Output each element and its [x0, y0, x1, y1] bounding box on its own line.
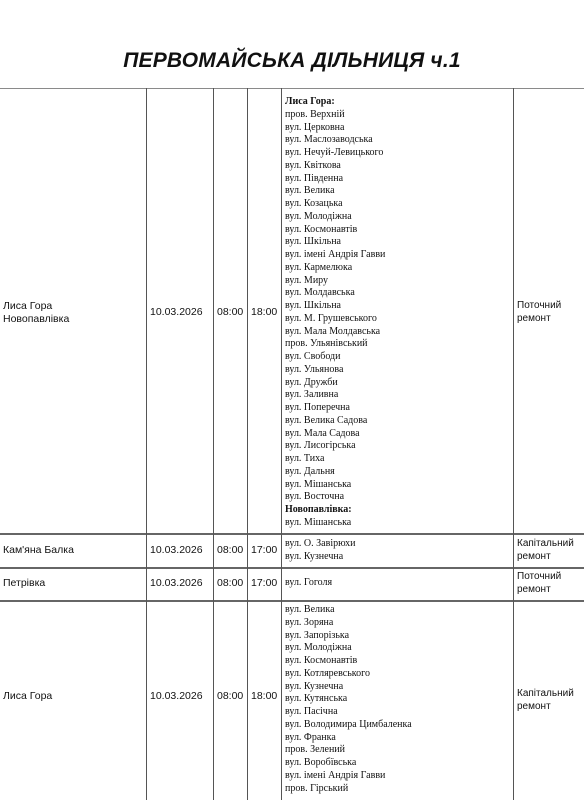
column-divider-2 [213, 88, 214, 800]
street-list-item: вул. Кутянська [285, 693, 348, 705]
street-list-item: вул. Кузнечна [285, 550, 344, 562]
street-list-item: вул. Заливна [285, 389, 339, 401]
work-type-label: Поточний [517, 571, 562, 582]
street-list-item: вул. М. Грушевського [285, 312, 377, 324]
street-list-item: вул. Квіткова [285, 159, 341, 171]
column-divider-5 [513, 88, 514, 800]
street-list-item: вул. Кармелюка [285, 261, 353, 273]
street-list [285, 577, 332, 590]
street-list-item: вул. Лисогірська [285, 440, 356, 452]
work-type-cell [517, 300, 583, 325]
page-title: ПЕРВОМАЙСЬКА ДІЛЬНИЦЯ ч.1 [123, 49, 461, 72]
street-list [285, 96, 385, 530]
street-list [285, 538, 356, 564]
street-list-item: вул. Велика Садова [285, 414, 368, 426]
street-list-item: вул. Шкільна [285, 300, 341, 311]
street-list-item: вул. Ульянова [285, 363, 344, 375]
locality-name: Лиса Гора [3, 300, 53, 312]
street-list-item: вул. О. Завірюхи [285, 538, 356, 549]
start-time-cell: 08:00 [217, 577, 244, 589]
end-time-cell: 17:00 [251, 577, 278, 589]
date-cell: 10.03.2026 [150, 690, 203, 702]
start-time-cell: 08:00 [217, 544, 244, 556]
work-type-label: ремонт [517, 312, 551, 324]
row-divider-1 [0, 533, 584, 535]
street-list-item: вул. Франка [285, 731, 336, 743]
street-list-item: вул. Кузнечна [285, 680, 344, 692]
street-list-item: вул. Поперечна [285, 402, 350, 413]
street-list-item: вул. Молдавська [285, 287, 355, 299]
locality-name: Лиса Гора [3, 690, 53, 702]
street-list-item: вул. імені Андрія Гавви [285, 249, 386, 260]
street-list-item: вул. Мала Молдавська [285, 325, 381, 337]
street-list-item: вул. Миру [285, 274, 329, 286]
street-list-item: вул. Козацька [285, 198, 343, 209]
street-list [285, 604, 412, 795]
street-list-item: вул. Мішанська [285, 478, 352, 490]
column-divider-3 [247, 88, 248, 800]
locality-name: Новопавлівка [3, 313, 70, 325]
end-time-cell: 17:00 [251, 544, 278, 556]
street-list-item: вул. Дружби [285, 376, 338, 388]
date-cell: 10.03.2026 [150, 577, 203, 589]
street-list-item: вул. Мішанська [285, 516, 352, 528]
work-type-label: Поточний [517, 300, 562, 311]
street-list-item: вул. Дальня [285, 465, 335, 477]
column-divider-4 [281, 88, 282, 800]
street-list-item: вул. Запорізька [285, 629, 350, 641]
locality-cell [3, 300, 143, 326]
street-list-item: вул. Зоряна [285, 616, 334, 628]
row-divider-top [0, 88, 584, 89]
street-list-item: вул. Восточна [285, 491, 345, 503]
row-divider-3 [0, 600, 584, 602]
street-list-item: пров. Гірський [285, 782, 349, 794]
street-list-item: вул. Котляревського [285, 667, 370, 679]
street-list-item: вул. Гоголя [285, 577, 333, 588]
date-cell: 10.03.2026 [150, 544, 203, 556]
work-type-label: ремонт [517, 550, 551, 562]
work-type-cell [517, 538, 583, 563]
work-type-label: ремонт [517, 700, 551, 712]
street-list-item: Новопавлівка: [285, 504, 352, 515]
locality-name: Кам'яна Балка [3, 544, 74, 556]
street-list-item: вул. Молодіжна [285, 642, 352, 654]
street-list-item: вул. Велика [285, 604, 335, 615]
street-list-item: вул. Космонавтів [285, 223, 358, 235]
street-list-item: вул. Шкільна [285, 236, 341, 248]
street-list-item: вул. Молодіжна [285, 210, 352, 222]
end-time-cell: 18:00 [251, 306, 278, 318]
street-list-item: пров. Зелений [285, 744, 346, 756]
work-type-label: Капітальний [517, 688, 574, 699]
street-list-item: вул. Свободи [285, 351, 341, 362]
street-list-item: пров. Верхній [285, 108, 345, 120]
locality-cell [3, 544, 143, 557]
column-divider-1 [146, 88, 147, 800]
street-list-item: вул. Нечуй-Левицького [285, 147, 384, 158]
street-list-item: вул. Церковна [285, 121, 345, 133]
street-list-item: вул. Велика [285, 185, 335, 197]
row-divider-2 [0, 567, 584, 569]
date-cell: 10.03.2026 [150, 306, 203, 318]
street-list-item: вул. Воробївська [285, 757, 357, 768]
street-list-item: вул. імені Андрія Гавви [285, 769, 386, 781]
street-list-item: вул. Маслозаводська [285, 134, 373, 146]
street-list-item: вул. Космонавтів [285, 655, 358, 666]
work-type-label: Капітальний [517, 538, 574, 549]
work-type-cell [517, 571, 583, 596]
street-list-item: вул. Південна [285, 172, 344, 184]
locality-cell [3, 690, 143, 703]
locality-cell [3, 577, 143, 590]
end-time-cell: 18:00 [251, 690, 278, 702]
street-list-item: вул. Мала Садова [285, 427, 360, 439]
street-list-item: вул. Пасічна [285, 706, 338, 717]
work-type-label: ремонт [517, 583, 551, 595]
start-time-cell: 08:00 [217, 306, 244, 318]
street-list-item: вул. Володимира Цимбаленка [285, 718, 412, 730]
start-time-cell: 08:00 [217, 690, 244, 702]
street-list-item: вул. Тиха [285, 453, 325, 464]
locality-name: Петрівка [3, 577, 46, 589]
work-type-cell [517, 688, 583, 713]
street-list-item: Лиса Гора: [285, 96, 335, 107]
street-list-item: пров. Ульянівський [285, 338, 368, 350]
